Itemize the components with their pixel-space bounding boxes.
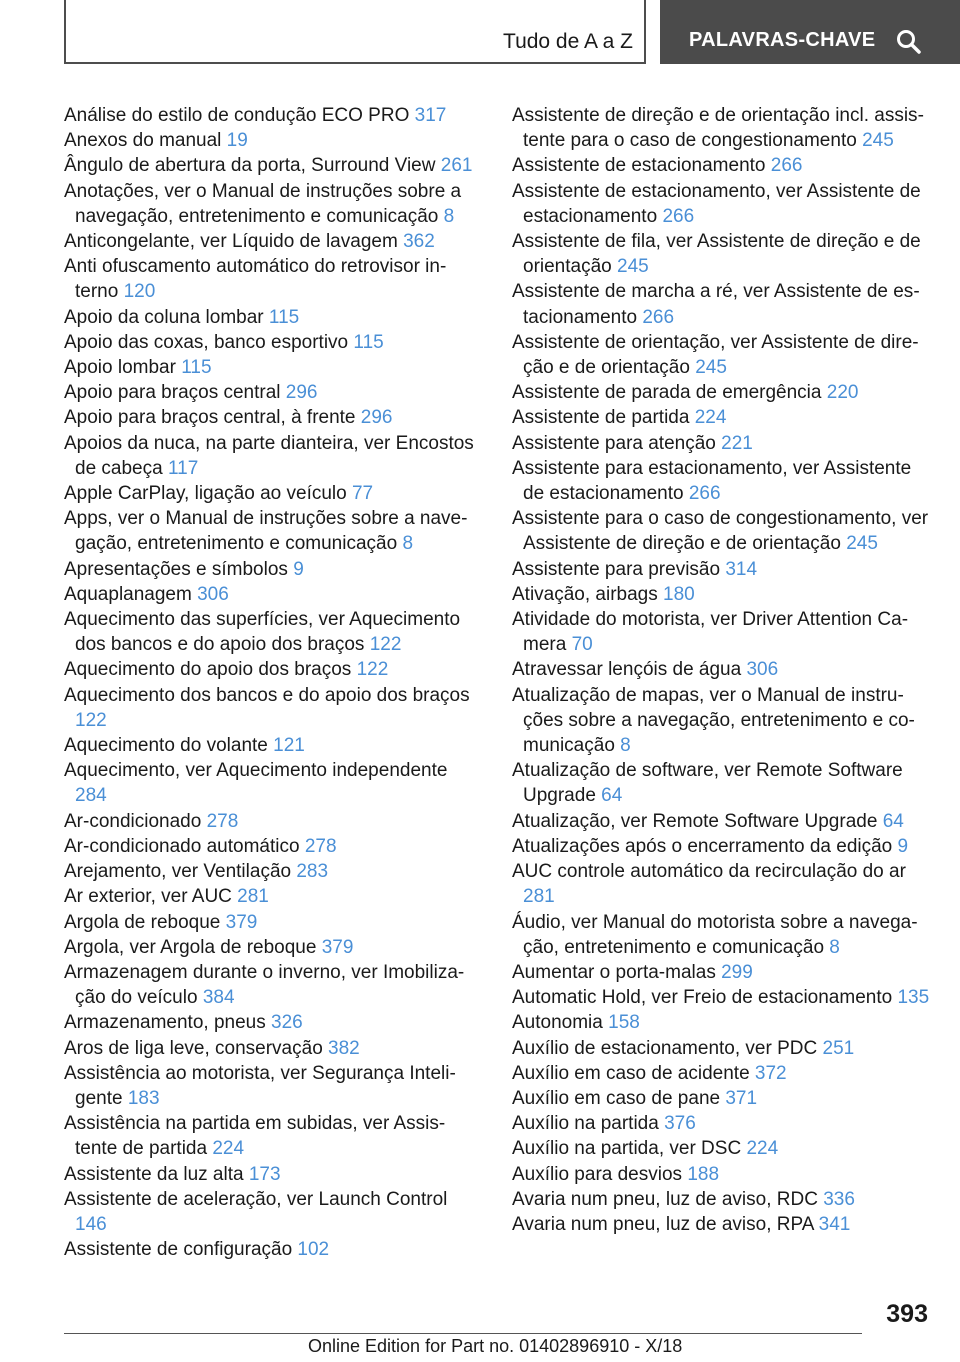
index-entry-text: Assistente para previsão — [512, 558, 721, 580]
index-entry — [512, 229, 932, 279]
index-entry-text: Argola, ver Argola de reboque — [64, 936, 317, 958]
index-entry — [64, 960, 478, 1010]
index-entry-page-link[interactable]: 266 — [688, 483, 721, 505]
index-entry — [64, 910, 478, 935]
index-entry — [512, 657, 932, 682]
index-entry-text: Ângulo de abertura da porta, Surround View — [64, 155, 436, 177]
index-entry-text: Anotações, ver o Manual de instruções sobre a navegação, entretenimento e comunicação — [64, 180, 462, 227]
index-entry-text: Assistente de aceleração, ver Launch Control — [64, 1188, 448, 1210]
index-entry — [512, 859, 932, 909]
index-entry — [64, 1187, 478, 1237]
index-entry-page-link[interactable]: 371 — [725, 1087, 758, 1109]
index-entry — [64, 506, 478, 556]
index-entry — [64, 607, 478, 657]
index-entry-text: Armazenamento, pneus — [64, 1012, 266, 1034]
index-entry — [512, 103, 932, 153]
index-entry-page-link[interactable]: 281 — [523, 886, 555, 908]
index-entry — [512, 506, 932, 556]
index-entry-text: Apresentações e símbolos — [64, 558, 288, 580]
index-entry-page-link[interactable]: 9 — [897, 835, 909, 857]
index-entry-page-link[interactable]: 70 — [571, 634, 593, 656]
index-entry-text: Aros de liga leve, conservação — [64, 1037, 323, 1059]
index-entry — [512, 758, 932, 808]
section-title: Tudo de A a Z — [503, 30, 633, 53]
index-entry — [64, 330, 478, 355]
index-entry — [512, 1111, 932, 1136]
footer-edition: Online Edition for Part no. 01402896910 - X/18 — [308, 1336, 683, 1356]
index-entry — [512, 279, 932, 329]
index-entry-text: Assistente da luz alta — [64, 1163, 244, 1185]
index-entry-page-link[interactable]: 326 — [271, 1012, 303, 1034]
index-entry — [512, 1061, 932, 1086]
index-entry — [512, 330, 932, 380]
index-entry-page-link[interactable]: 266 — [662, 205, 695, 227]
index-entry — [512, 1136, 932, 1161]
index-entry-page-link[interactable]: 8 — [620, 735, 631, 757]
index-entry-page-link[interactable]: 278 — [206, 810, 239, 832]
index-entry — [64, 733, 478, 758]
index-entry-text: Avaria num pneu, luz de aviso, RDC — [512, 1188, 818, 1210]
index-entry-page-link[interactable]: 266 — [642, 306, 675, 328]
index-entry — [512, 153, 932, 178]
index-entry-page-link[interactable]: 284 — [75, 785, 107, 807]
index-entry-text: Assistente para estacionamento, ver Assistente de estacionamento — [512, 457, 912, 505]
index-entry-text: Aquaplanagem — [64, 583, 192, 605]
index-entry-text: Apoio para braços central — [64, 382, 281, 404]
index-entry-text: Apple CarPlay, ligação ao veículo — [64, 483, 347, 505]
page-number: 393 — [886, 1300, 928, 1328]
index-entry-text: Atividade do motorista, ver Driver Attention Camera — [512, 609, 909, 656]
keywords-tab[interactable] — [660, 0, 960, 64]
index-column-left — [64, 103, 478, 1262]
index-entry-page-link[interactable]: 64 — [882, 810, 904, 832]
index-entry-page-link[interactable]: 341 — [818, 1213, 851, 1235]
index-entry — [64, 557, 478, 582]
index-entry-page-link[interactable]: 317 — [414, 105, 447, 126]
index-entry — [64, 657, 478, 682]
index-entry-text: Assistente de marcha a ré, ver Assistente de estacionamento — [512, 281, 920, 328]
index-entry-text: Ar-condicionado — [64, 810, 202, 832]
index-entry — [64, 254, 478, 304]
index-entry-page-link[interactable]: 224 — [746, 1138, 779, 1160]
index-entry — [512, 557, 932, 582]
index-entry-page-link[interactable]: 121 — [273, 735, 305, 757]
index-entry-page-link[interactable]: 115 — [181, 357, 212, 379]
index-entry-text: Ar-condicionado automático — [64, 835, 300, 857]
index-entry — [64, 834, 478, 859]
index-entry-page-link[interactable]: 220 — [826, 382, 859, 404]
index-entry — [64, 103, 478, 128]
index-entry-page-link[interactable]: 224 — [212, 1138, 245, 1160]
index-entry-text: Assistente de estacionamento — [512, 155, 766, 177]
index-entry — [64, 305, 478, 330]
search-icon — [895, 28, 923, 56]
index-entry — [512, 985, 932, 1010]
index-entry-text: Auxílio na partida, ver DSC — [512, 1138, 742, 1160]
index-entry-text: Assistente de fila, ver Assistente de direção e de orientação — [512, 231, 921, 278]
index-entry — [512, 683, 932, 759]
index-entry-page-link[interactable]: 384 — [202, 987, 235, 1009]
index-entry-text: Assistente de orientação, ver Assistente de direção e de orientação — [512, 331, 919, 379]
index-entry-text: Aquecimento das superfícies, ver Aquecimento dos bancos e do apoio dos braços — [64, 609, 461, 656]
index-entry-page-link[interactable]: 278 — [304, 835, 337, 857]
index-entry-page-link[interactable]: 306 — [746, 659, 779, 681]
index-entry — [512, 1036, 932, 1061]
index-entry-text: Aquecimento, ver Aquecimento independente — [64, 760, 448, 782]
index-entry-text: Aumentar o porta-malas — [512, 961, 716, 983]
index-entry-text: Automatic Hold, ver Freio de estacionamento — [512, 987, 893, 1009]
index-entry — [512, 1162, 932, 1187]
index-entry — [64, 1237, 478, 1262]
index-entry — [64, 1010, 478, 1035]
index-entry-page-link[interactable]: 266 — [770, 155, 803, 177]
index-entry — [64, 153, 478, 178]
index-entry-text: Atualizações após o encerramento da edição — [512, 835, 893, 857]
index-entry — [64, 884, 478, 909]
index-entry-page-link[interactable]: 158 — [608, 1012, 640, 1034]
index-entry — [64, 1162, 478, 1187]
index-entry — [64, 859, 478, 884]
index-entry — [512, 380, 932, 405]
index-entry-page-link[interactable]: 102 — [297, 1239, 330, 1261]
index-entry-page-link[interactable]: 9 — [293, 558, 304, 580]
index-entry — [512, 582, 932, 607]
index-entry — [512, 1010, 932, 1035]
index-entry-text: Auxílio para desvios — [512, 1163, 683, 1185]
index-entry-text: Autonomia — [512, 1012, 603, 1034]
index-entry — [64, 1036, 478, 1061]
index-entry-page-link[interactable]: 362 — [403, 231, 435, 253]
index-entry — [64, 758, 478, 808]
index-entry — [512, 456, 932, 506]
index-entry-text: Atravessar lençóis de água — [512, 659, 742, 681]
index-entry-page-link[interactable]: 8 — [443, 205, 455, 227]
index-entry — [64, 481, 478, 506]
index-entry-text: Anexos do manual — [64, 130, 222, 152]
index-entry — [64, 355, 478, 380]
index-entry — [512, 809, 932, 834]
index-entry — [512, 834, 932, 859]
index-entry-page-link[interactable]: 336 — [823, 1188, 855, 1210]
index-entry — [64, 935, 478, 960]
index-entry-text: Assistente de partida — [512, 407, 690, 429]
index-entry-text: Atualização de software, ver Remote Software Upgrade — [512, 760, 903, 807]
index-entry-text: Apoio para braços central, à frente — [64, 407, 356, 429]
index-entry-page-link[interactable]: 8 — [402, 533, 414, 555]
index-entry — [512, 910, 932, 960]
index-entry — [64, 431, 478, 481]
index-entry-text: Auxílio em caso de acidente — [512, 1062, 750, 1084]
index-entry-text: Aquecimento do apoio dos braços — [64, 659, 352, 681]
index-entry — [64, 128, 478, 153]
index-entry-page-link[interactable]: 299 — [721, 961, 753, 983]
index-entry-page-link[interactable]: 115 — [268, 306, 300, 328]
index-entry-text: Assistência na partida em subidas, ver Assistente de partida — [64, 1113, 446, 1160]
index-entry — [64, 683, 478, 733]
index-entry-page-link[interactable]: 245 — [617, 256, 649, 278]
keywords-tab-label: PALAVRAS-CHAVE — [689, 29, 876, 51]
index-entry — [64, 1111, 478, 1161]
index-entry — [64, 582, 478, 607]
index-entry-page-link[interactable]: 180 — [663, 583, 695, 605]
index-entry-text: Assistente para o caso de congestionamento, ver Assistente de direção e de orientação — [512, 508, 929, 555]
index-entry-page-link[interactable]: 379 — [321, 936, 354, 958]
index-entry-page-link[interactable]: 224 — [694, 407, 727, 429]
index-entry — [512, 1212, 932, 1237]
index-entry-page-link[interactable]: 261 — [440, 155, 473, 177]
index-entry — [64, 179, 478, 229]
index-entry — [512, 431, 932, 456]
index-entry-text: Auxílio na partida — [512, 1113, 659, 1135]
index-entry — [64, 405, 478, 430]
index-entry-text: Armazenagem durante o inverno, ver Imobilização do veículo — [64, 961, 465, 1009]
index-entry-page-link[interactable]: 146 — [75, 1213, 107, 1235]
index-entry-page-link[interactable]: 376 — [664, 1113, 696, 1135]
index-entry-page-link[interactable]: 221 — [721, 432, 753, 454]
index-entry-text: Aquecimento dos bancos e do apoio dos braços — [64, 684, 470, 706]
index-entry-page-link[interactable]: 8 — [829, 936, 840, 958]
index-entry-page-link[interactable]: 382 — [328, 1037, 360, 1059]
index-entry-page-link[interactable]: 245 — [862, 130, 894, 152]
index-entry-page-link[interactable]: 379 — [225, 911, 258, 933]
index-entry-text: AUC controle automático da recirculação do ar — [512, 861, 906, 883]
index-entry-text: Apoio lombar — [64, 357, 176, 379]
index-entry-text: Apps, ver o Manual de instruções sobre a navegação, entretenimento e comunicação — [64, 508, 468, 555]
index-entry-text: Atualização de mapas, ver o Manual de instruções sobre a navegação, entretenimento e comunicação — [512, 684, 915, 757]
index-entry-page-link[interactable]: 117 — [167, 457, 199, 479]
index-entry-page-link[interactable]: 122 — [75, 709, 107, 731]
index-entry-text: Apoios da nuca, na parte dianteira, ver Encostos de cabeça — [64, 432, 474, 479]
index-entry-text: Anti ofuscamento automático do retrovisor interno — [64, 256, 447, 303]
index-entry — [512, 179, 932, 229]
index-entry-text: Apoio das coxas, banco esportivo — [64, 331, 349, 353]
index-entry-page-link[interactable]: 281 — [237, 886, 269, 908]
index-entry-text: Assistente de direção e de orientação incl. assistente para o caso de congestionamento — [512, 105, 924, 152]
index-entry-page-link[interactable]: 64 — [601, 785, 623, 807]
index-entry-text: Auxílio de estacionamento, ver PDC — [512, 1037, 818, 1059]
index-entry-page-link[interactable]: 120 — [123, 281, 156, 303]
index-entry-page-link[interactable]: 115 — [353, 331, 384, 353]
index-entry — [64, 809, 478, 834]
index-entry — [64, 1061, 478, 1111]
index-entry — [512, 405, 932, 430]
index-entry-text: Auxílio em caso de pane — [512, 1087, 721, 1109]
index-entry-text: Arejamento, ver Ventilação — [64, 861, 292, 883]
index-entry-page-link[interactable]: 122 — [356, 659, 389, 681]
index-entry — [512, 960, 932, 985]
index-entry-page-link[interactable]: 314 — [725, 558, 758, 580]
index-entry-text: Assistente de parada de emergência — [512, 382, 822, 404]
index-entry-text: Ar exterior, ver AUC — [64, 886, 232, 908]
index-entry-text: Apoio da coluna lombar — [64, 306, 264, 328]
index-entry — [512, 1086, 932, 1111]
index-entry-text: Ativação, airbags — [512, 583, 658, 605]
index-entry-page-link[interactable]: 135 — [897, 987, 930, 1009]
index-entry-text: Assistente de configuração — [64, 1239, 293, 1261]
index-entry-text: Anticongelante, ver Líquido de lavagem — [64, 231, 398, 253]
index-entry-text: Argola de reboque — [64, 911, 221, 933]
index-entry-text: Análise do estilo de condução ECO PRO — [64, 105, 410, 126]
index-entry-text: Avaria num pneu, luz de aviso, RPA — [512, 1213, 814, 1235]
index-entry-page-link[interactable]: 296 — [285, 382, 318, 404]
index-column-right — [512, 103, 932, 1237]
index-entry-page-link[interactable]: 122 — [369, 634, 402, 656]
index-entry-page-link[interactable]: 183 — [127, 1087, 160, 1109]
index-entry-text: Aquecimento do volante — [64, 735, 268, 757]
index-entry — [512, 607, 932, 657]
index-entry-page-link[interactable]: 372 — [754, 1062, 787, 1084]
index-entry — [64, 380, 478, 405]
index-entry-page-link[interactable]: 245 — [846, 533, 878, 555]
index-entry-page-link[interactable]: 296 — [360, 407, 393, 429]
index-entry-page-link[interactable]: 283 — [296, 861, 329, 883]
index-entry — [512, 1187, 932, 1212]
index-entry-page-link[interactable]: 245 — [695, 357, 727, 379]
index-entry-page-link[interactable]: 188 — [687, 1163, 720, 1185]
index-entry-text: Assistente para atenção — [512, 432, 716, 454]
index-entry-text: Áudio, ver Manual do motorista sobre a navegação, entretenimento e comunicação — [512, 911, 918, 958]
index-entry-text: Atualização, ver Remote Software Upgrade — [512, 810, 878, 832]
index-entry-page-link[interactable]: 251 — [822, 1037, 855, 1059]
index-entry-text: Assistente de estacionamento, ver Assistente de estacionamento — [512, 180, 921, 227]
footer-divider — [64, 1333, 862, 1334]
index-entry-page-link[interactable]: 173 — [248, 1163, 281, 1185]
index-entry-page-link[interactable]: 306 — [197, 583, 229, 605]
index-entry-page-link[interactable]: 19 — [226, 130, 248, 152]
index-entry — [64, 229, 478, 254]
index-entry-text: Assistência ao motorista, ver Segurança Inteligente — [64, 1062, 456, 1109]
index-entry-page-link[interactable]: 77 — [351, 483, 374, 505]
